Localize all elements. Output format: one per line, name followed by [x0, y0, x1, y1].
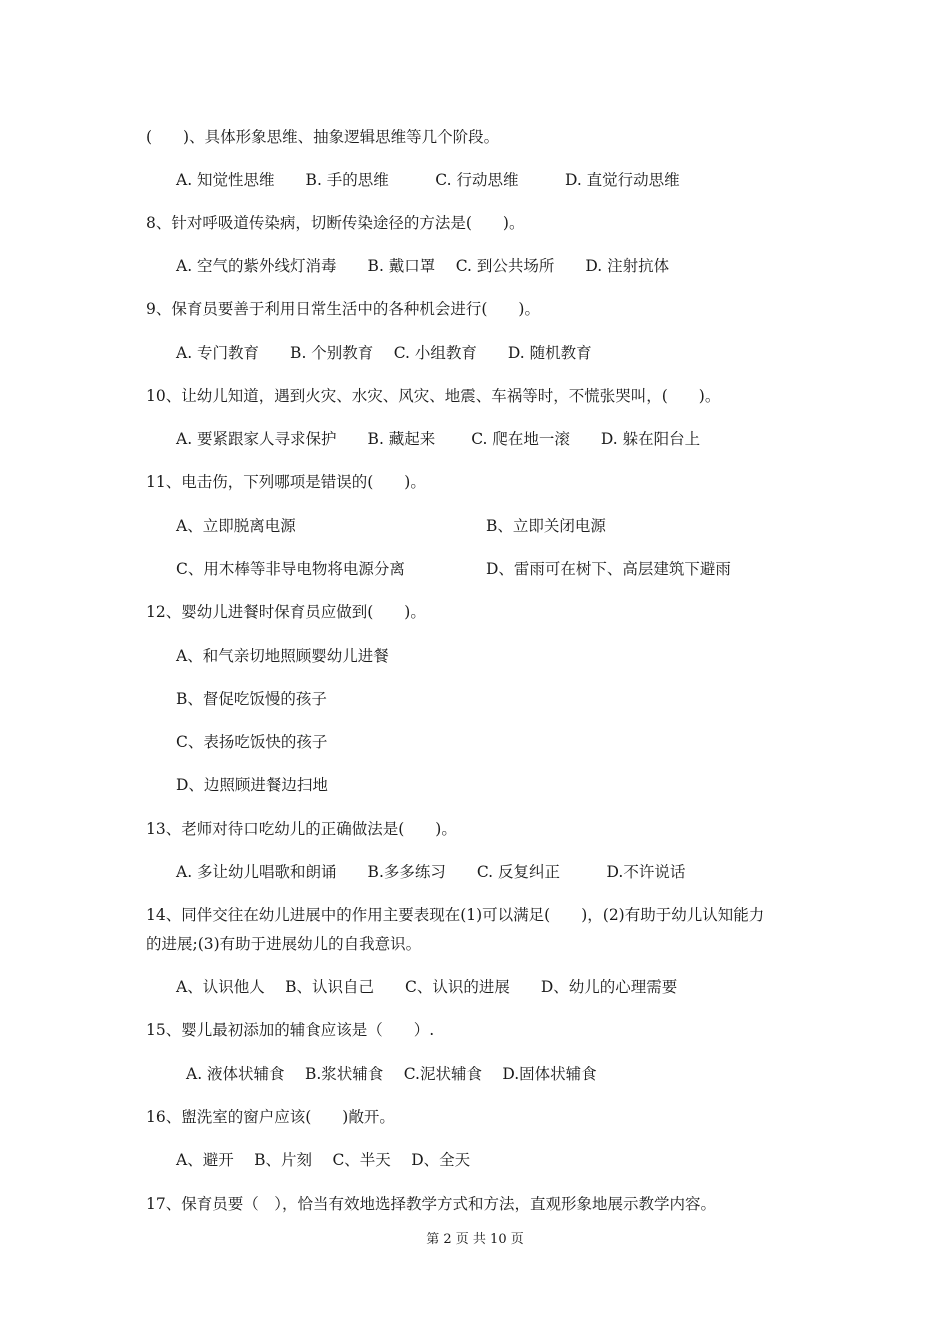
- question-11-option-a: A、立即脱离电源: [176, 517, 296, 535]
- question-12-option-b: B、督促吃饭慢的孩子: [176, 690, 327, 708]
- question-15-options: A. 液体状辅食 B.浆状辅食 C.泥状辅食 D.固体状辅食: [186, 1065, 597, 1083]
- question-11-option-c: C、用木棒等非导电物将电源分离: [176, 560, 405, 578]
- question-12-option-a: A、和气亲切地照顾婴幼儿进餐: [176, 647, 389, 665]
- question-8-options: A. 空气的紫外线灯消毒 B. 戴口罩 C. 到公共场所 D. 注射抗体: [176, 257, 670, 275]
- question-10-stem: 10、让幼儿知道，遇到火灾、水灾、风灾、地震、车祸等时，不慌张哭叫，( )。: [146, 387, 721, 405]
- question-13-stem: 13、老师对待口吃幼儿的正确做法是( )。: [146, 820, 457, 838]
- question-14-stem: 14、同伴交往在幼儿进展中的作用主要表现在(1)可以满足( )，(2)有助于幼儿认知能力: [146, 906, 765, 924]
- question-16-options: A、避开 B、片刻 C、半天 D、全天: [176, 1151, 471, 1169]
- question-12-option-d: D、边照顾进餐边扫地: [176, 776, 328, 794]
- question-10-options: A. 要紧跟家人寻求保护 B. 藏起来 C. 爬在地一滚 D. 躲在阳台上: [176, 430, 701, 448]
- question-8-stem: 8、针对呼吸道传染病，切断传染途径的方法是( )。: [146, 214, 525, 232]
- question-14-options: A、认识他人 B、认识自己 C、认识的进展 D、幼儿的心理需要: [176, 978, 678, 996]
- question-11-option-b: B、立即关闭电源: [486, 517, 606, 535]
- question-15-stem: 15、婴儿最初添加的辅食应该是（ ）.: [146, 1021, 435, 1039]
- question-9-stem: 9、保育员要善于利用日常生活中的各种机会进行( )。: [146, 300, 540, 318]
- question-11-stem: 11、电击伤，下列哪项是错误的( )。: [146, 473, 426, 491]
- page-footer: 第 2 页 共 10 页: [426, 1232, 524, 1247]
- question-12-stem: 12、婴幼儿进餐时保育员应做到( )。: [146, 603, 426, 621]
- question-7-options: A. 知觉性思维 B. 手的思维 C. 行动思维 D. 直觉行动思维: [176, 171, 680, 189]
- question-12-option-c: C、表扬吃饭快的孩子: [176, 733, 328, 751]
- question-16-stem: 16、盥洗室的窗户应该( )敞开。: [146, 1108, 395, 1126]
- question-17-stem: 17、保育员要（ ），恰当有效地选择教学方式和方法，直观形象地展示教学内容。: [146, 1195, 716, 1213]
- question-14-stem-continued: 的进展;(3)有助于进展幼儿的自我意识。: [146, 935, 422, 953]
- question-7-stem: ( )、具体形象思维、抽象逻辑思维等几个阶段。: [146, 128, 500, 146]
- question-9-options: A. 专门教育 B. 个别教育 C. 小组教育 D. 随机教育: [176, 344, 592, 362]
- question-13-options: A. 多让幼儿唱歌和朗诵 B.多多练习 C. 反复纠正 D.不许说话: [176, 863, 686, 881]
- question-11-option-d: D、雷雨可在树下、高层建筑下避雨: [486, 560, 731, 578]
